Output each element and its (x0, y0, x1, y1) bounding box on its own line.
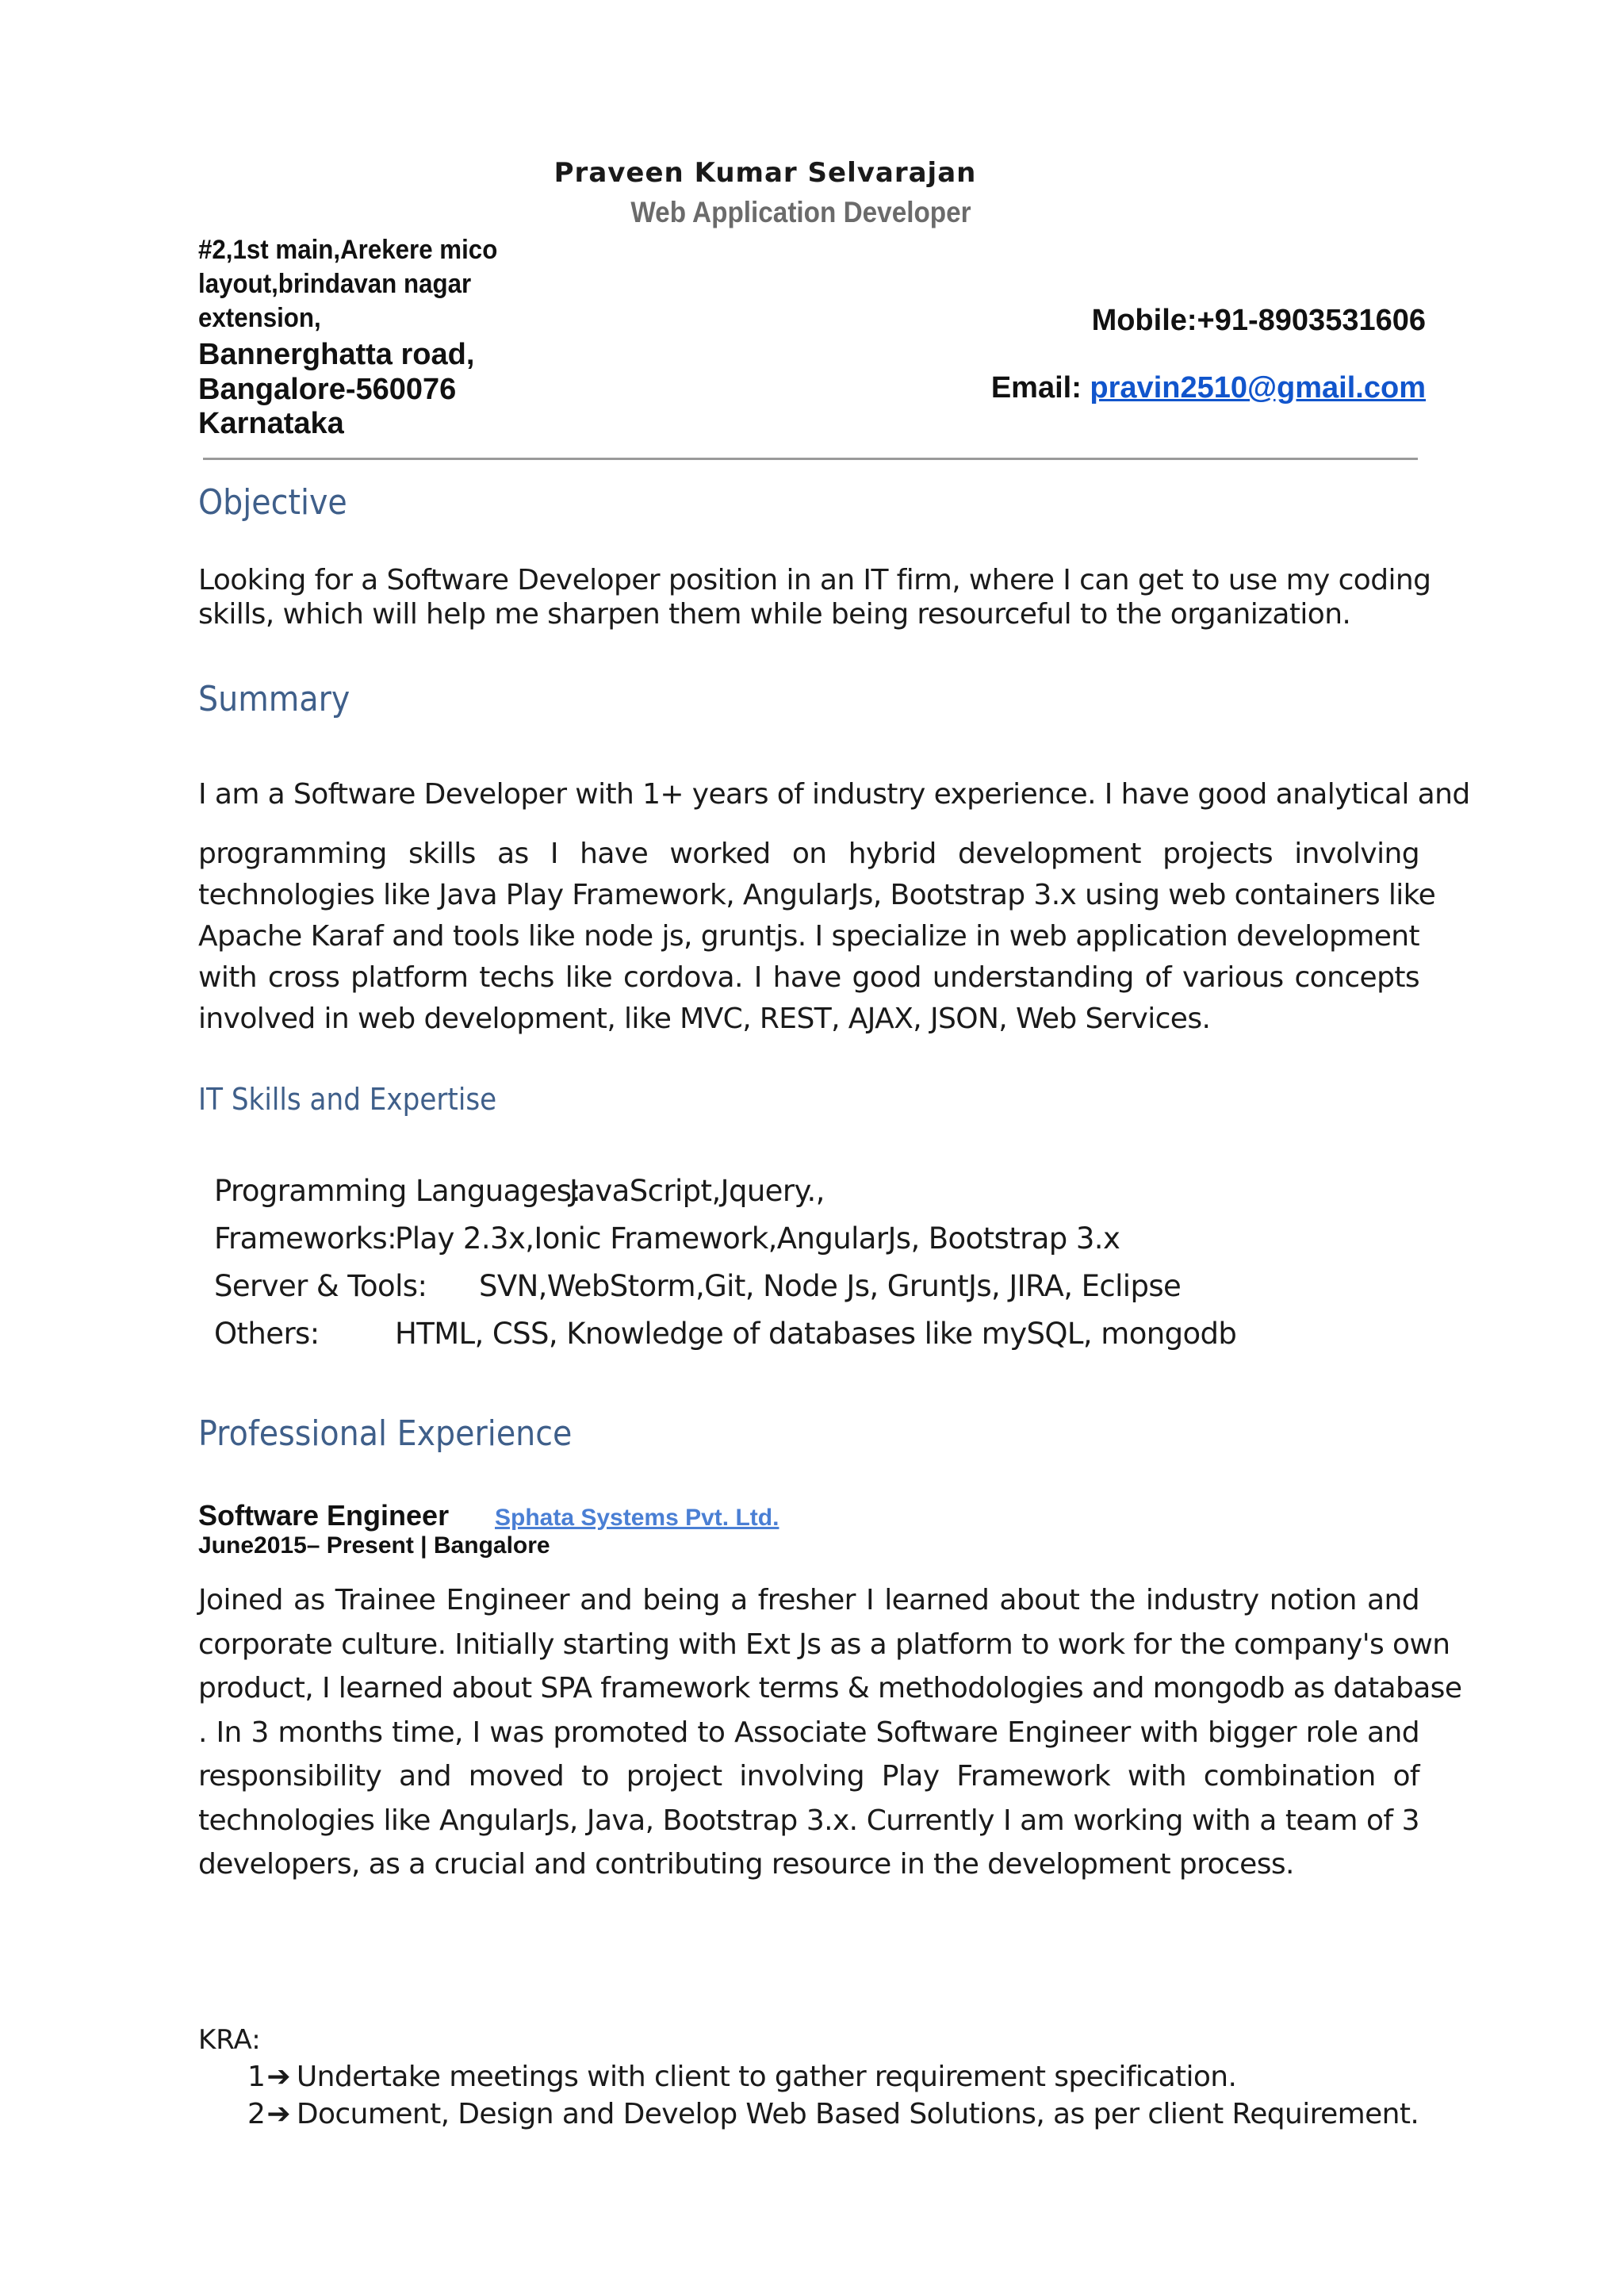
arrow-right-icon: ➔ (266, 2061, 290, 2093)
summary-line-4: Apache Karaf and tools like node js, gruntjs. I specialize in web application development (198, 920, 1419, 953)
objective-line-1: Looking for a Software Developer position in an IT firm, where I can get to use my coding (198, 564, 1431, 596)
kra-label: KRA: (198, 2024, 261, 2056)
skills-heading: IT Skills and Expertise (198, 1082, 497, 1117)
summary-heading: Summary (198, 679, 350, 719)
skill-label: Others: (214, 1317, 320, 1351)
kra-text: Undertake meetings with client to gather requirement specification. (296, 2061, 1237, 2093)
experience-line-3: product, I learned about SPA framework terms & methodologies and mongodb as database (198, 1672, 1462, 1704)
address-line-4: Bannerghatta road, (198, 338, 475, 371)
skill-value: Play 2.3x,Ionic Framework,AngularJs, Bootstrap 3.x (395, 1221, 1120, 1256)
skill-label: Programming Languages: (214, 1174, 581, 1208)
skill-value: SVN,WebStorm,Git, Node Js, GruntJs, JIRA, Eclipse (479, 1269, 1182, 1303)
job-title: Software Engineer (198, 1499, 450, 1532)
header-divider (203, 458, 1418, 460)
skill-row-tools (214, 1269, 1182, 1303)
experience-line-6: technologies like AngularJs, Java, Bootstrap 3.x. Currently I am working with a team of 3 (198, 1804, 1419, 1837)
objective-line-2: skills, which will help me sharpen them while being resourceful to the organization. (198, 598, 1351, 631)
summary-line-6: involved in web development, like MVC, REST, AJAX, JSON, Web Services. (198, 1003, 1211, 1035)
summary-line-1: I am a Software Developer with 1+ years of industry experience. I have good analytical and (198, 778, 1470, 811)
email-label: Email: (990, 371, 1090, 405)
summary-line-5: with cross platform techs like cordova. I have good understanding of various concepts (198, 961, 1419, 994)
skill-row-others (214, 1317, 1237, 1351)
summary-text (198, 774, 1470, 1040)
objective-heading: Objective (198, 482, 347, 523)
skill-label: Frameworks: (214, 1221, 396, 1256)
skill-value: HTML, CSS, Knowledge of databases like mySQL, mongodb (395, 1317, 1237, 1351)
kra-number: 2 (247, 2098, 266, 2130)
summary-line-3: technologies like Java Play Framework, AngularJs, Bootstrap 3.x using web containers like (198, 879, 1436, 911)
email-link[interactable]: pravin2510@gmail.com (1090, 371, 1426, 405)
summary-line-2: programming skills as I have worked on hybrid development projects involving (198, 838, 1419, 870)
job-dates: June2015– Present | Bangalore (198, 1532, 550, 1559)
company-link[interactable]: Sphata Systems Pvt. Ltd. (495, 1505, 779, 1531)
experience-line-1: Joined as Trainee Engineer and being a fresher I learned about the industry notion and (198, 1584, 1419, 1616)
address-line-5: Bangalore-560076 (198, 373, 457, 406)
address-line-1: #2,1st main,Arekere mico (198, 235, 498, 265)
experience-heading: Professional Experience (198, 1413, 573, 1454)
kra-item-1 (247, 2061, 1236, 2093)
skill-row-programming (214, 1174, 825, 1208)
experience-line-7: developers, as a crucial and contributing resource in the development process. (198, 1848, 1294, 1881)
kra-item-2 (247, 2098, 1419, 2130)
kra-number: 1 (247, 2061, 266, 2093)
experience-line-2: corporate culture. Initially starting with Ext Js as a platform to work for the company's own (198, 1628, 1450, 1661)
skill-row-frameworks (214, 1221, 1120, 1256)
skill-label: Server & Tools: (214, 1269, 427, 1303)
address-line-3: extension, (198, 303, 321, 333)
address-line-6: Karnataka (198, 407, 344, 440)
arrow-right-icon: ➔ (266, 2098, 290, 2130)
candidate-role: Web Application Developer (630, 196, 971, 228)
mobile-number: Mobile:+91-8903531606 (1091, 304, 1426, 337)
candidate-name: Praveen Kumar Selvarajan (553, 157, 977, 189)
objective-text (198, 563, 1431, 631)
skill-value: JavaScript,Jquery., (569, 1174, 825, 1208)
experience-text (198, 1578, 1462, 1887)
experience-line-4: . In 3 months time, I was promoted to Associate Software Engineer with bigger role and (198, 1716, 1419, 1749)
kra-text: Document, Design and Develop Web Based Solutions, as per client Requirement. (296, 2098, 1419, 2130)
email-line (991, 371, 1426, 405)
address-line-2: layout,brindavan nagar (198, 269, 472, 299)
experience-line-5: responsibility and moved to project involving Play Framework with combination of (198, 1760, 1419, 1793)
